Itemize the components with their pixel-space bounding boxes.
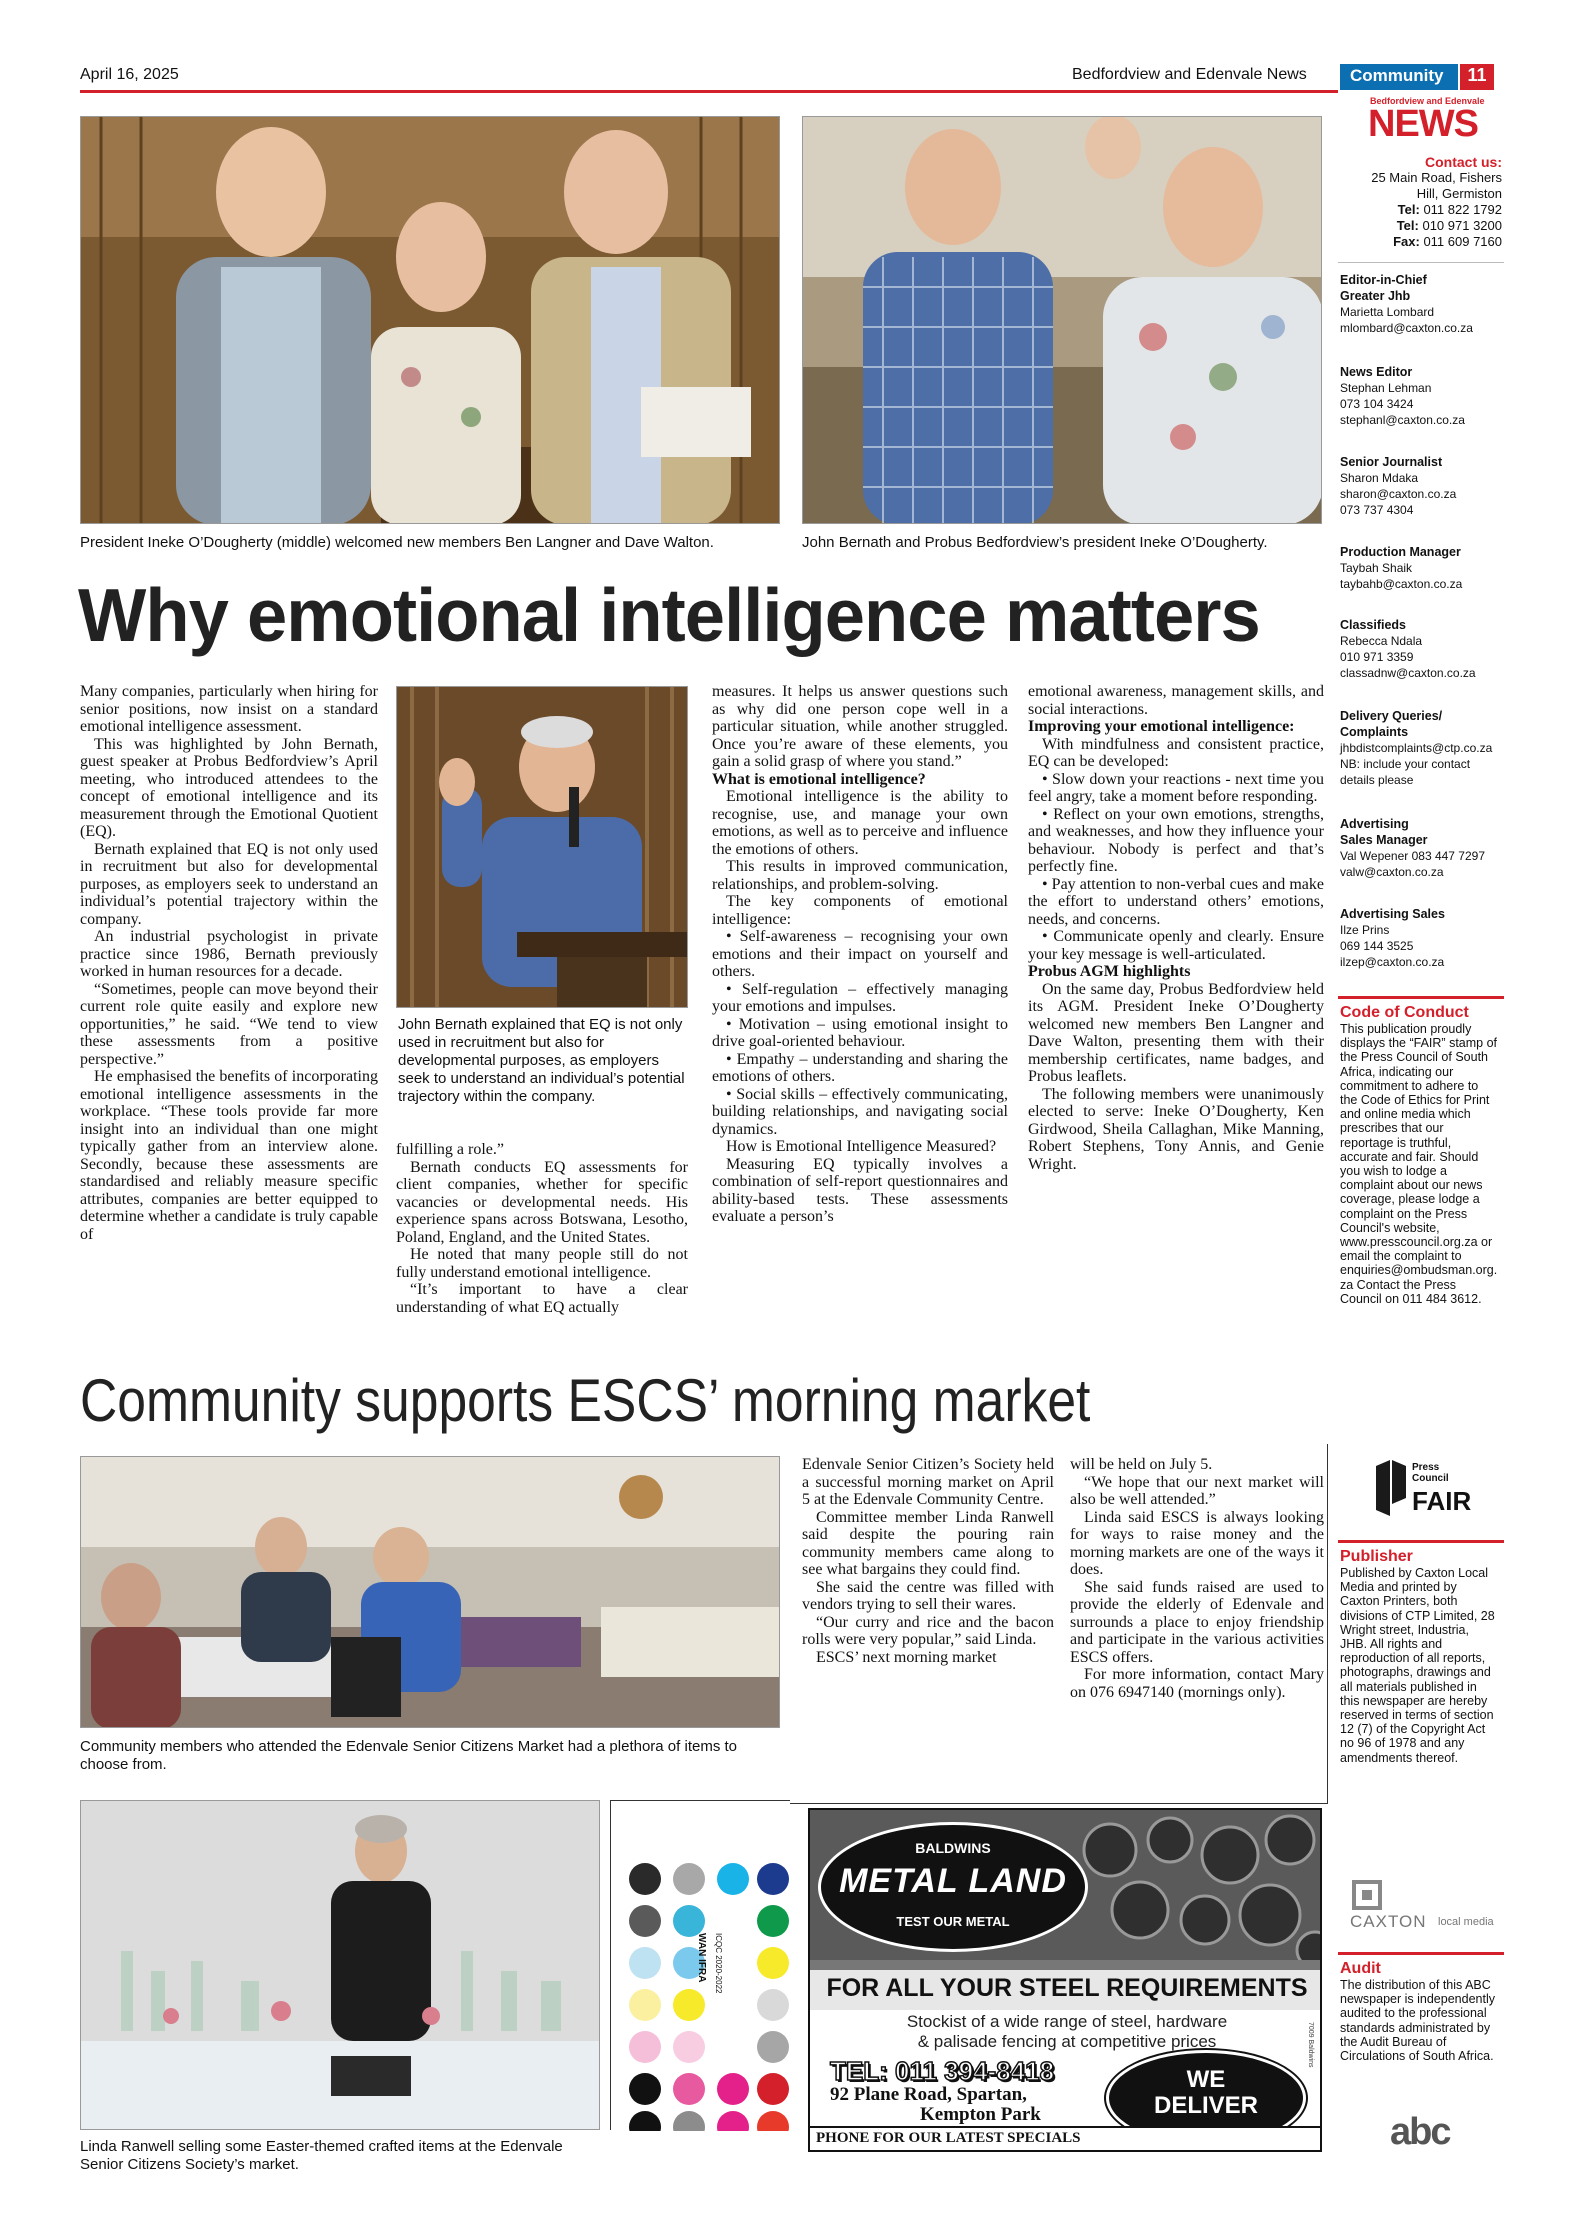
paragraph: She said funds raised are used to provide the elderly of Edenvale and surrounds a place to enjoy friendship and participate in the various activities ESCS offers. [1070,1578,1324,1666]
paragraph: Bernath explained that EQ is not only used in recruitment but also for developmental purposes, as employers seek to understand an individual’s potential trajectory within the company. [80,840,378,928]
tel-value: 010 971 3200 [1422,218,1502,233]
header-rule [80,90,1338,93]
photo-three-members [80,116,780,524]
masthead-small: Bedfordview and Edenvale [1370,96,1485,106]
staff-line: Stephan Lehman [1340,381,1432,395]
paragraph: This was highlighted by John Bernath, guest speaker at Probus Bedfordview’s April meeting, who introduced attendees to the concept of emotional intelligence and its measurement through the Emotional Quotient (EQ). [80,735,378,840]
staff-line: ilzep@caxton.co.za [1340,955,1445,969]
bullet: • Empathy – understanding and sharing the emotions of others. [712,1050,1008,1085]
ad-footer: PHONE FOR OUR LATEST SPECIALS [808,2128,1322,2152]
caption-three-members: President Ineke O’Dougherty (middle) welcomed new members Ben Langner and Dave Walton. [80,534,714,551]
paragraph: Many companies, particularly when hiring for senior positions, now insist on a standard emotional intelligence assessment. [80,683,378,735]
press-council-logo [1370,1458,1490,1518]
caption-bernath-speaking: John Bernath explained that EQ is not only used in recruitment but also for developmental purposes, as employers seek to understand an individual’s potential trajectory within the company. [398,1016,685,1105]
contact-block [1340,154,1502,250]
photo-market [80,1456,780,1728]
staff-role: Delivery Queries/ Complaints [1340,709,1443,739]
paragraph: measures. It helps us answer questions such as why did one person cope well in a particular situation, while another struggled. Once you’re aware of these elements, you gain a solid grasp of where you stand.” [712,683,1008,770]
photo-market-art [81,1457,780,1728]
bullet: • Reflect on your own emotions, strengths, and weaknesses, and how they influence your behaviour. Nobody is perfect and that’s perfectly fine. [1028,805,1324,875]
paragraph: Linda said ESCS is always looking for ways to raise money and the morning markets are one of the ways it does. [1070,1508,1324,1578]
code-of-conduct-text: This publication proudly displays the “FAIR” stamp of the Press Council of South Africa, indicating our commitment to adhere to the Code of Ethics for Print and online media which prescribes that our reportage is truthful, accurate and fair. Should you wish to lodge a complaint about our news coverage, please lodge a complaint on the Press Council's website, www.presscouncil.org.za or email the complaint to enquiries@ombudsman.org.za Contact the Press Council on 011 484 3612. [1340,1022,1498,1306]
staff-delivery [1340,708,1502,788]
article1-column-4 [1028,683,1324,1353]
section-title: Publisher [1340,1548,1413,1565]
caxton-sub: local media [1438,1916,1494,1928]
bullet: • Slow down your reactions - next time you feel angry, take a moment before responding. [1028,770,1324,805]
article1-column-1 [80,683,378,1353]
ad-sub-1: Stockist of a wide range of steel, hardware [906,2012,1228,2031]
paragraph: How is Emotional Intelligence Measured? [726,1138,997,1155]
subheading: Improving your emotional intelligence: [1028,718,1295,735]
article1-headline: Why emotional intelligence matters [78,573,1260,657]
paragraph: Edenvale Senior Citizen’s Society held a successful morning market on April 5 at the Edenvale Community Centre. [802,1456,1054,1508]
staff-line: Sharon Mdaka [1340,471,1419,485]
paragraph: Bernath conducts EQ assessments for client companies, whether for specific vacancies or developmental needs. His experience spans across Botswana, Lesotho, Poland, England, and the United States. [396,1158,688,1246]
staff-production [1340,544,1502,592]
caxton-mark [1352,1880,1382,1910]
divider [1338,1952,1504,1955]
paragraph: fulfilling a role.” [396,1141,504,1158]
publisher-block [1340,1548,1502,1765]
bullet: • Self-awareness – recognising your own emotions and their impact on yourself and others. [712,928,1008,980]
code-of-conduct [1340,1004,1502,1306]
staff-role: Classifieds [1340,618,1407,632]
subheading: Probus AGM highlights [1028,963,1191,980]
paragraph: “We hope that our next market will also be well attended.” [1070,1473,1324,1508]
staff-classifieds [1340,617,1502,681]
bullet: • Social skills – effectively communicating, building relationships, and navigating social dynamics. [712,1085,1008,1138]
brand-name: METAL LAND [839,1862,1067,1900]
paragraph: On the same day, Probus Bedfordview held its AGM. President Ineke O’Dougherty welcomed new members Ben Langner and Dave Walton, presenting them with their membership certificates, name badges, and Probus leaflets. [1028,980,1324,1085]
photo-bernath-ineke-art [803,117,1322,524]
staff-news-editor [1340,364,1502,428]
paragraph: With mindfulness and consistent practice, EQ can be developed: [1028,735,1324,770]
article1-column-3 [712,683,1008,1353]
paragraph: emotional awareness, management skills, and social interactions. [1028,683,1324,718]
photo-linda-art [81,1801,600,2130]
contact-title: Contact us: [1425,154,1502,170]
ad-phone[interactable]: TEL: 011 394-8418 [830,2056,1055,2086]
paragraph: The key components of emotional intelligence: [712,893,1008,928]
section-title: Audit [1340,1960,1381,1977]
tel-label: Tel: [1396,218,1419,233]
staff-line: details please [1340,773,1414,787]
masthead-big: NEWS [1368,103,1478,145]
contact-tel-2 [1340,218,1502,234]
tel-label: Tel: [1397,202,1420,217]
metal-land-ad[interactable] [808,1808,1322,2128]
fax-label: Fax: [1393,234,1420,249]
staff-line: classadnw@caxton.co.za [1340,666,1476,680]
bullet: • Motivation – using emotional insight to drive goal-oriented behaviour. [712,1015,1008,1050]
audit-text: The distribution of this ABC newspaper is independently audited to the professional standards administrated by the Audit Bureau of Circulations of South Africa. [1340,1978,1495,2064]
staff-role: Production Manager [1340,545,1461,559]
paragraph: He emphasised the benefits of incorporating emotional intelligence assessments in the workplace. “These tools provide far more insight into an individual than one might typically gather from an interview alone. Secondly, because these assessments are standardised and reliably measure specific attributes, companies are better equipped to determine whether a candidate is truly capable of [80,1068,378,1243]
fair-label: FAIR [1412,1486,1472,1516]
bullet: • Pay attention to non-verbal cues and make the effort to understand others’ emotions, needs, and concerns. [1028,875,1324,928]
staff-line: mlombard@caxton.co.za [1340,321,1473,335]
caption-market: Community members who attended the Edenvale Senior Citizens Market had a plethora of items to choose from. [80,1738,737,1773]
staff-line: sharon@caxton.co.za [1340,487,1457,501]
contact-fax [1340,234,1502,250]
staff-editor [1340,272,1502,336]
staff-line: 073 104 3424 [1340,397,1414,411]
paragraph: Committee member Linda Ranwell said despite the pouring rain community members came along to see what bargains they could find. [802,1508,1054,1578]
staff-line: jhbdistcomplaints@ctp.co.za [1340,741,1493,755]
photo-three-members-art [81,117,780,524]
abc-logo: abc [1390,2111,1450,2153]
brand-top: BALDWINS [915,1840,991,1856]
staff-ad-manager [1340,816,1502,880]
paragraph: For more information, contact Mary on 076 6947140 (mornings only). [1070,1666,1324,1701]
photo-bernath-speaking [396,686,688,1008]
paragraph: This results in improved communication, relationships, and problem-solving. [712,858,1008,893]
photo-bernath-speaking-art [397,687,688,1008]
contact-tel-1 [1340,202,1502,218]
staff-role: Senior Journalist [1340,455,1443,469]
print-color-bar [610,1800,790,2130]
contact-address-2: Hill, Germiston [1416,186,1502,201]
icqc-label: ICQC 2020-2022 [714,1933,723,1994]
staff-line: 010 971 3359 [1340,650,1414,664]
caption-bernath-ineke: John Bernath and Probus Bedfordview’s president Ineke O’Dougherty. [802,534,1268,551]
subheading: What is emotional intelligence? [712,770,926,788]
staff-line: stephanl@caxton.co.za [1340,413,1465,427]
paragraph: The following members were unanimously elected to serve: Ineke O’Dougherty, Ken Girdwood, Sheila Callaghan, Mike Manning, Robert Stephens, Tony Annis, and Genie Wright. [1028,1085,1324,1173]
paragraph: She said the centre was filled with vendors trying to sell their wares. [802,1578,1054,1613]
staff-line: taybahb@caxton.co.za [1340,577,1463,591]
deliver-line-2: DELIVER [1153,2092,1258,2119]
staff-senior-journalist [1340,454,1502,518]
ad-ref: 7009 Baldwins [1307,2022,1314,2068]
staff-line: Marietta Lombard [1340,305,1435,319]
paragraph: He noted that many people still do not fully understand emotional intelligence. [396,1246,688,1281]
press-council-label: Press Council [1412,1462,1449,1484]
fax-value: 011 609 7160 [1423,234,1502,249]
audit-block [1340,1960,1502,2063]
staff-role: Editor-in-Chief Greater Jhb [1340,273,1427,303]
bullet: • Self-regulation – effectively managing your emotions and impulses. [712,980,1008,1015]
paper-name: Bedfordview and Edenvale News [1072,66,1307,83]
caxton-logo [1346,1880,1496,1932]
ad-sub-2: & palisade fencing at competitive prices [917,2032,1217,2051]
paragraph: An industrial psychologist in private practice since 1986, Bernath previously worked in human resources for a decade. [80,928,378,980]
staff-line: Ilze Prins [1340,923,1390,937]
section-label: Community [1350,66,1444,85]
paragraph: “Sometimes, people can move beyond their current role quite easily and explore new opportunities,” he said. “We tend to view these assessments from a positive perspective.” [80,980,378,1068]
paragraph: Emotional intelligence is the ability to recognise, use, and manage your own emotions, as well as to perceive and influence the emotions of others. [712,788,1008,858]
section-tab [1340,64,1458,90]
page-number: 11 [1460,64,1494,90]
article2-box-rule [790,1444,1328,1804]
staff-line: NB: include your contact [1340,757,1471,771]
paragraph: “It’s important to have a clear understanding of what EQ actually [396,1281,688,1316]
staff-line: valw@caxton.co.za [1340,865,1444,879]
ad-address-2: Kempton Park [920,2104,1041,2125]
ad-address-1: 92 Plane Road, Spartan, [830,2084,1027,2105]
ad-headline: FOR ALL YOUR STEEL REQUIREMENTS [826,1974,1308,2002]
section-title: Code of Conduct [1340,1004,1469,1021]
paragraph: “Our curry and rice and the bacon rolls were very popular,” said Linda. [802,1613,1054,1648]
publisher-text: Published by Caxton Local Media and printed by Caxton Printers, both divisions of CTP Limited, 28 Wright street, Industria, JHB. All rights and reproduction of all reports, photographs, drawings and all materials published in this newspaper are hereby reserved in terms of section 12 (7) of the Copyright Act no 96 of 1978 and any amendments thereof. [1340,1566,1495,1765]
staff-line: 069 144 3525 [1340,939,1414,953]
paragraph: Measuring EQ typically involves a combination of self-report questionnaires and ability-based tests. These assessments evaluate a person’s [712,1155,1008,1225]
paragraph: ESCS’ next morning market [816,1648,997,1666]
divider [1338,996,1504,999]
staff-role: Advertising Sales Manager [1340,817,1428,847]
contact-address-1: 25 Main Road, Fishers [1371,170,1502,185]
tel-value: 011 822 1792 [1423,202,1502,217]
caption-linda: Linda Ranwell selling some Easter-themed crafted items at the Edenvale Senior Citizens Society’s market. [80,2138,563,2173]
wan-ifra-label: WAN IFRA [696,1933,707,1983]
photo-linda [80,1800,600,2130]
staff-line: Rebecca Ndala [1340,634,1423,648]
article2-headline: Community supports ESCS’ morning market [80,1367,1091,1434]
staff-ad-sales [1340,906,1502,970]
staff-line: Taybah Shaik [1340,561,1413,575]
bullet: • Communicate openly and clearly. Ensure your key message is well-articulated. [1028,928,1324,963]
press-council-mark [1370,1458,1410,1518]
page-date: April 16, 2025 [80,66,179,83]
paragraph: will be held on July 5. [1070,1456,1213,1473]
staff-role: News Editor [1340,365,1413,379]
staff-line: Val Wepener 083 447 7297 [1340,849,1486,863]
divider [1338,1540,1504,1543]
staff-line: 073 737 4304 [1340,503,1414,517]
caxton-name: CAXTON [1350,1912,1427,1931]
deliver-line-1: WE [1186,2066,1226,2093]
photo-bernath-ineke [802,116,1322,524]
divider [1338,262,1504,263]
brand-tagline: TEST OUR METAL [896,1914,1010,1929]
article1-column-2 [396,1141,688,1353]
staff-role: Advertising Sales [1340,907,1445,921]
